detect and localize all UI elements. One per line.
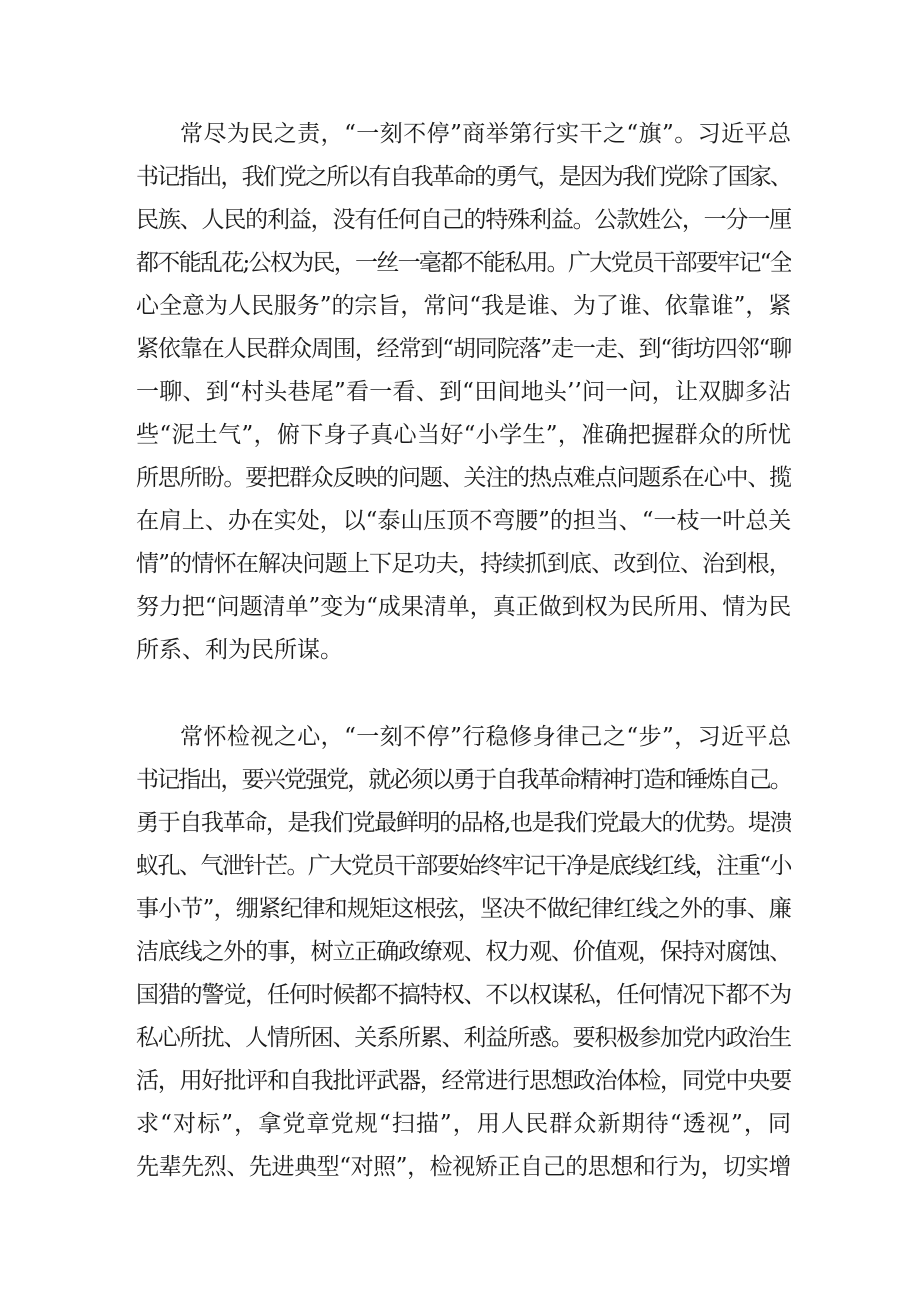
paragraph-1-line: 些“泥土气”，俯下身子真心当好“小学生”，准确把握群众的所忧 (136, 422, 791, 448)
paragraph-2-line: 事小节”，绷紧纪律和规矩这根弦，坚决不做纪律红线之外的事、廉 (136, 896, 791, 922)
paragraph-2-line: 常怀检视之心，“一刻不停”行稳修身律己之“步”，习近平总 (180, 724, 791, 750)
paragraph-1-line: 所思所盼。要把群众反映的问题、关注的热点难点问题系在心中、揽 (136, 465, 791, 491)
paragraph-2-line: 私心所扰、人情所困、关系所累、利益所惑。要积极参加党内政治生 (136, 1025, 791, 1051)
paragraph-1-line: 书记指出，我们党之所以有自我革命的勇气，是因为我们党除了国家、 (136, 164, 791, 190)
paragraph-1-line-last: 所系、利为民所谋。 (136, 637, 343, 663)
paragraph-2-line: 洁底线之外的事，树立正确政缭观、权力观、价值观，保持对腐蚀、 (136, 939, 791, 965)
paragraph-2-line: 先辈先烈、先进典型“对照”，检视矫正自己的思想和行为，切实增 (136, 1154, 791, 1180)
paragraph-2-line: 蚁孔、气泄针芒。广大党员干部要始终牢记干净是底线红线，注重“小 (136, 853, 791, 879)
paragraph-1-line: 紧依靠在人民群众周围，经常到“胡同院落”走一走、到“街坊四邻“聊 (136, 336, 791, 362)
paragraph-2-line: 勇于自我革命，是我们党最鲜明的品格,也是我们党最大的优势。堤溃 (136, 810, 791, 836)
paragraph-1-line: 一聊、到“村头巷尾”看一看、到“田间地头’’问一问，让双脚多沾 (136, 379, 791, 405)
paragraph-1-line: 民族、人民的利益，没有任何自己的特殊利益。公款姓公，一分一厘 (136, 207, 791, 233)
paragraph-2-line: 活，用好批评和自我批评武器，经常进行思想政治体检，同党中央要 (136, 1068, 791, 1094)
paragraph-1-line: 情”的情怀在解决问题上下足功夫，持续抓到底、改到位、治到根， (136, 551, 791, 577)
paragraph-1-line: 都不能乱花;公权为民，一丝一毫都不能私用。广大党员干部要牢记“全 (136, 250, 791, 276)
paragraph-1-line: 努力把“问题清单”变为“成果清单，真正做到权为民所用、情为民 (136, 594, 791, 620)
paragraph-1-line: 在肩上、办在实处，以“泰山压顶不弯腰”的担当、“一枝一叶总关 (136, 508, 791, 534)
paragraph-1-line: 常尽为民之责，“一刻不停”商举第行实干之“旗”。习近平总 (180, 121, 791, 147)
paragraph-2-line: 书记指出，要兴党强党，就必须以勇于自我革命精神打造和锤炼自己。 (136, 767, 791, 793)
paragraph-2-line: 国猎的警觉，任何时候都不搞特权、不以权谋私，任何情况下都不为 (136, 982, 791, 1008)
paragraph-1-line: 心全意为人民服务”的宗旨，常问“我是谁、为了谁、依靠谁”，紧 (136, 293, 791, 319)
paragraph-2-line: 求“对标”，拿党章党规“扫描”，用人民群众新期待“透视”，同 (136, 1111, 791, 1137)
